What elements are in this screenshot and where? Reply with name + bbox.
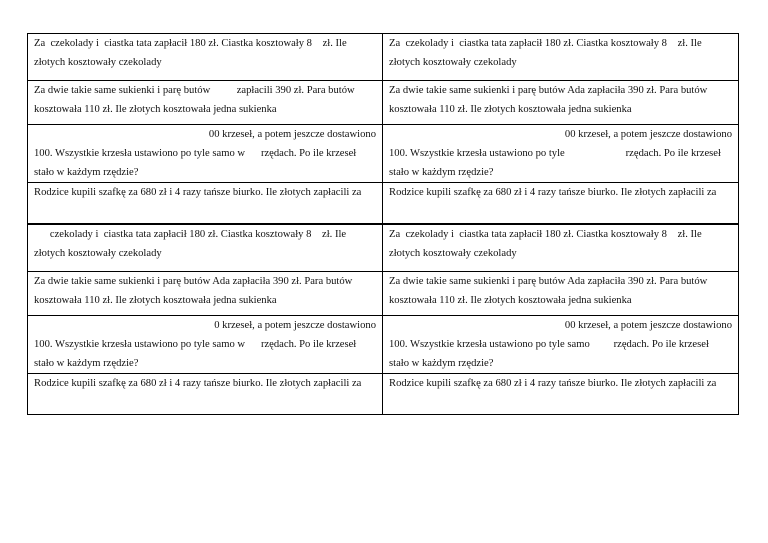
card-line: 100. Wszystkie krzesła ustawiono po tyle samo w rzędach. Po ile krzeseł <box>34 339 357 350</box>
card-line: stało w każdym rzędzie? <box>34 358 139 369</box>
card-line: kosztowała 110 zł. Ile złotych kosztowała jedna sukienka <box>389 295 632 306</box>
card-line: 00 krzeseł, a potem jeszcze dostawiono <box>564 129 732 140</box>
card-row-chairs <box>28 316 739 374</box>
card-chairs-left <box>28 316 383 374</box>
card-chocolate-left <box>28 34 383 81</box>
card-line: Rodzice kupili szafkę za 680 zł i 4 razy tańsze biurko. Ile złotych zapłacili za <box>34 378 362 389</box>
card-wardrobe-left <box>28 183 383 225</box>
card-line: Za dwie takie same sukienki i parę butów Ada zapłaciła 390 zł. Para butów <box>34 276 353 287</box>
card-row-wardrobe <box>28 374 739 415</box>
card-line: kosztowała 110 zł. Ile złotych kosztowała jedna sukienka <box>389 104 632 115</box>
card-line: Za czekolady i ciastka tata zapłacił 180 zł. Ciastka kosztowały 8 zł. Ile <box>389 38 702 49</box>
card-line: stało w każdym rzędzie? <box>34 167 139 178</box>
card-line: 0 krzeseł, a potem jeszcze dostawiono <box>214 320 376 331</box>
card-line: Rodzice kupili szafkę za 680 zł i 4 razy tańsze biurko. Ile złotych zapłacili za <box>34 187 362 198</box>
card-wardrobe-left <box>28 374 383 415</box>
card-line: Za dwie takie same sukienki i parę butów zapłacili 390 zł. Para butów <box>34 85 355 96</box>
card-line: stało w każdym rzędzie? <box>389 167 494 178</box>
card-row-wardrobe <box>28 183 739 225</box>
card-line: złotych kosztowały czekolady <box>34 248 162 259</box>
card-line: 00 krzeseł, a potem jeszcze dostawiono <box>564 320 732 331</box>
card-chocolate-left <box>28 224 383 272</box>
card-line: czekolady i ciastka tata zapłacił 180 zł. Ciastka kosztowały 8 zł. Ile <box>34 229 347 240</box>
card-chocolate-right <box>383 34 739 81</box>
card-line: Za dwie takie same sukienki i parę butów Ada zapłaciła 390 zł. Para butów <box>389 276 708 287</box>
card-dresses-right <box>383 272 739 316</box>
card-chairs-left <box>28 125 383 183</box>
card-dresses-left <box>28 81 383 125</box>
card-chairs-right <box>383 316 739 374</box>
card-line: kosztowała 110 zł. Ile złotych kosztowała jedna sukienka <box>34 104 277 115</box>
card-wardrobe-right <box>383 374 739 415</box>
card-line: 00 krzeseł, a potem jeszcze dostawiono <box>208 129 376 140</box>
card-dresses-right <box>383 81 739 125</box>
card-line: Za czekolady i ciastka tata zapłacił 180 zł. Ciastka kosztowały 8 zł. Ile <box>34 38 347 49</box>
card-line: Rodzice kupili szafkę za 680 zł i 4 razy tańsze biurko. Ile złotych zapłacili za <box>389 378 717 389</box>
card-line: kosztowała 110 zł. Ile złotych kosztowała jedna sukienka <box>34 295 277 306</box>
card-row-chocolate <box>28 34 739 81</box>
card-line: Za czekolady i ciastka tata zapłacił 180 zł. Ciastka kosztowały 8 zł. Ile <box>389 229 702 240</box>
card-row-dresses <box>28 272 739 316</box>
card-row-dresses <box>28 81 739 125</box>
card-line: Za dwie takie same sukienki i parę butów Ada zapłaciła 390 zł. Para butów <box>389 85 708 96</box>
card-line: złotych kosztowały czekolady <box>34 57 162 68</box>
card-line: 100. Wszystkie krzesła ustawiono po tyle samo w rzędach. Po ile krzeseł <box>34 148 357 159</box>
card-row-chocolate <box>28 224 739 272</box>
worksheet <box>27 33 738 415</box>
card-dresses-left <box>28 272 383 316</box>
task-cards-table <box>27 33 739 415</box>
card-wardrobe-right <box>383 183 739 225</box>
card-line: Rodzice kupili szafkę za 680 zł i 4 razy tańsze biurko. Ile złotych zapłacili za <box>389 187 717 198</box>
card-chocolate-right <box>383 224 739 272</box>
card-chairs-right <box>383 125 739 183</box>
card-line: stało w każdym rzędzie? <box>389 358 494 369</box>
card-line: złotych kosztowały czekolady <box>389 248 517 259</box>
card-line: złotych kosztowały czekolady <box>389 57 517 68</box>
card-row-chairs <box>28 125 739 183</box>
card-line: 100. Wszystkie krzesła ustawiono po tyle rzędach. Po ile krzeseł <box>389 148 721 159</box>
card-line: 100. Wszystkie krzesła ustawiono po tyle samo rzędach. Po ile krzeseł <box>389 339 709 350</box>
